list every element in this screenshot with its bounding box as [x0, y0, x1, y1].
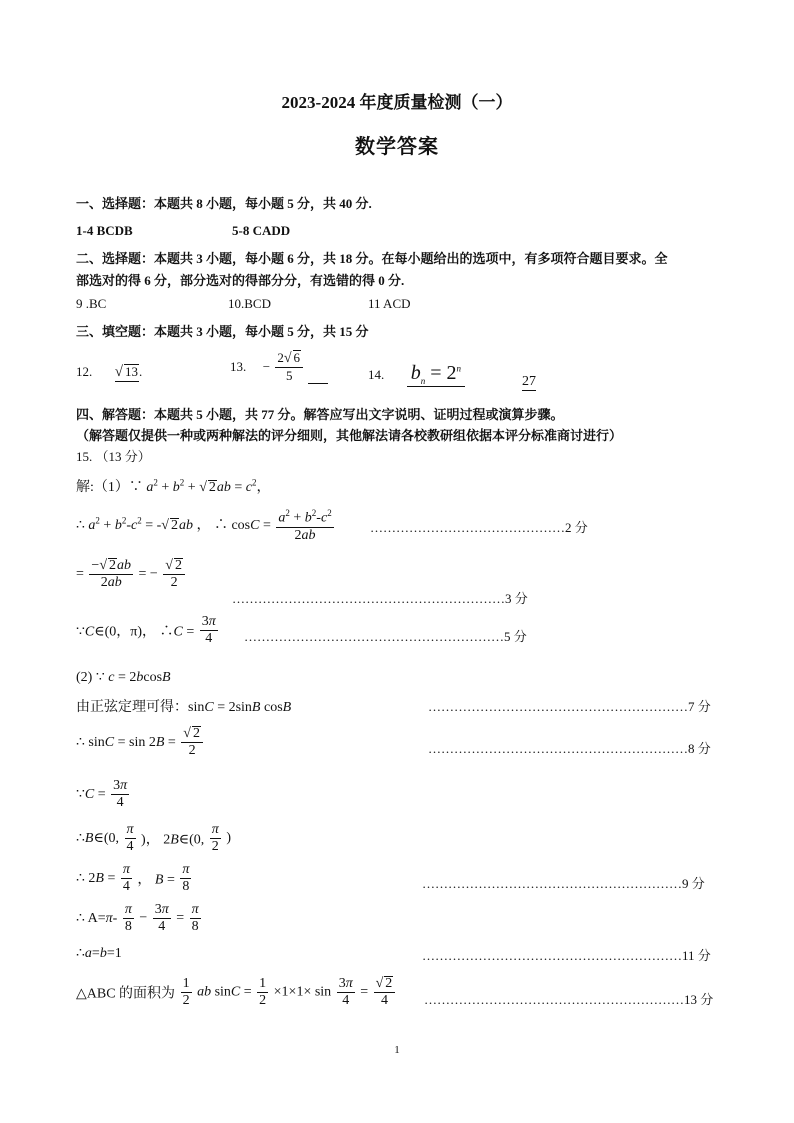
solution-step2: ∴ $a^2 + b^2-c^2$ = -√ 2ab ， ∴ cosC = $\frac{a^2 + b^2-c^2}{2ab}$: [76, 505, 336, 544]
section2-heading-line1: 二、选择题：本题共 3 小题，每小题 6 分，共 18 分。在每小题给出的选项中，有多项符合题目要求。全: [76, 251, 668, 266]
answers-5-8: 5-8 CADD: [232, 223, 291, 238]
score-7: ……………………………………………………7 分: [428, 699, 711, 714]
solution-a-value: ∴ A=π- $\frac{\pi}{8}$ − $\frac{3\pi}{4}$ = $\frac{\pi}{8}$: [76, 902, 199, 934]
solution-c-value: ∵C = $\frac{3\pi}{4}$: [76, 778, 128, 810]
answers-1-4: 1-4 BCDB: [76, 223, 133, 238]
solution-sides: ∴a=b=1: [76, 946, 122, 961]
answer-q9: 9 .BC: [76, 296, 107, 311]
section1-heading: 一、选择题：本题共 8 小题，每小题 5 分，共 40 分.: [76, 196, 372, 211]
page-title: 2023-2024 年度质量检测（一）: [281, 93, 513, 112]
section4-note: （解答题仅提供一种或两种解法的评分细则，其他解法请各校教研组依据本评分标准商讨进行）: [76, 428, 623, 443]
solution-step1: 解:（1）∵ $a^2 + b^2$ + √ $2ab = c^2$，: [76, 477, 271, 495]
solution-sin2b: ∴ sinC = sin 2B = $\frac{√ 2}{2}$: [76, 726, 205, 759]
page-subtitle: 数学答案: [355, 136, 439, 158]
solution-step4: ∵C∈(0，π)， ∴C = $\frac{3\pi}{4}$: [76, 614, 216, 646]
q14-second-answer: 27: [522, 374, 536, 389]
q13: 13. − $\frac{2√ 6}{5}$: [230, 350, 328, 384]
score-3: ………………………………………………………3 分: [232, 591, 528, 606]
q14: [368, 362, 465, 387]
q13-label: 13.: [230, 359, 247, 374]
solution-area: △ABC 的面积为 $\frac{1}{2}$ ab sinC = $\frac{1}{2}$ ×1×1× sin $\frac{3\pi}{4}$ = $\frac{√ 2}{4}$: [76, 976, 397, 1009]
q12: 12. √ 13.: [76, 364, 143, 380]
solution-law-of-sines: 由正弦定理可得：sinC = 2sinB cosB: [76, 700, 292, 715]
page-number: 1: [394, 1044, 400, 1056]
solution-b-value: ∴ 2B = $\frac{\pi}{4}$ ， B = $\frac{\pi}{8}$: [76, 862, 190, 894]
solution-step3: = $\frac{-√ 2ab}{2ab}$ = − $\frac{√ 2}{2}$: [76, 558, 187, 591]
q14-label: 14.: [368, 367, 385, 382]
score-9: ……………………………………………………9 分: [422, 876, 705, 891]
q12-answer: √ 13: [114, 364, 138, 380]
q14-answer: $b_n = 2^n$: [407, 362, 465, 387]
score-5: ……………………………………………………5 分: [244, 629, 527, 644]
solution-part2: (2) ∵ c = 2bcosB: [76, 670, 171, 685]
answer-q11: 11 ACD: [368, 296, 411, 311]
q13-answer: $\frac{2√ 6}{5}$: [275, 350, 303, 384]
score-13: ……………………………………………………13 分: [424, 992, 714, 1007]
section3-heading: 三、填空题：本题共 3 小题，每小题 5 分，共 15 分: [76, 324, 369, 339]
section4-heading: 四、解答题：本题共 5 小题，共 77 分。解答应写出文字说明、证明过程或演算步骤。: [76, 407, 564, 422]
q12-label: 12.: [76, 364, 93, 379]
solution-b-range: ∴B∈(0, $\frac{\pi}{4}$ )， 2B∈(0, $\frac{\pi}{2}$ ): [76, 822, 231, 854]
answer-q10: 10.BCD: [228, 296, 271, 311]
score-2: ………………………………………2 分: [370, 520, 588, 535]
q15-label: 15. （13 分）: [76, 449, 151, 464]
score-8: ……………………………………………………8 分: [428, 741, 711, 756]
score-11: ……………………………………………………11 分: [422, 948, 711, 963]
section2-heading-line2: 部选对的得 6 分，部分选对的得部分分，有选错的得 0 分.: [76, 273, 405, 288]
